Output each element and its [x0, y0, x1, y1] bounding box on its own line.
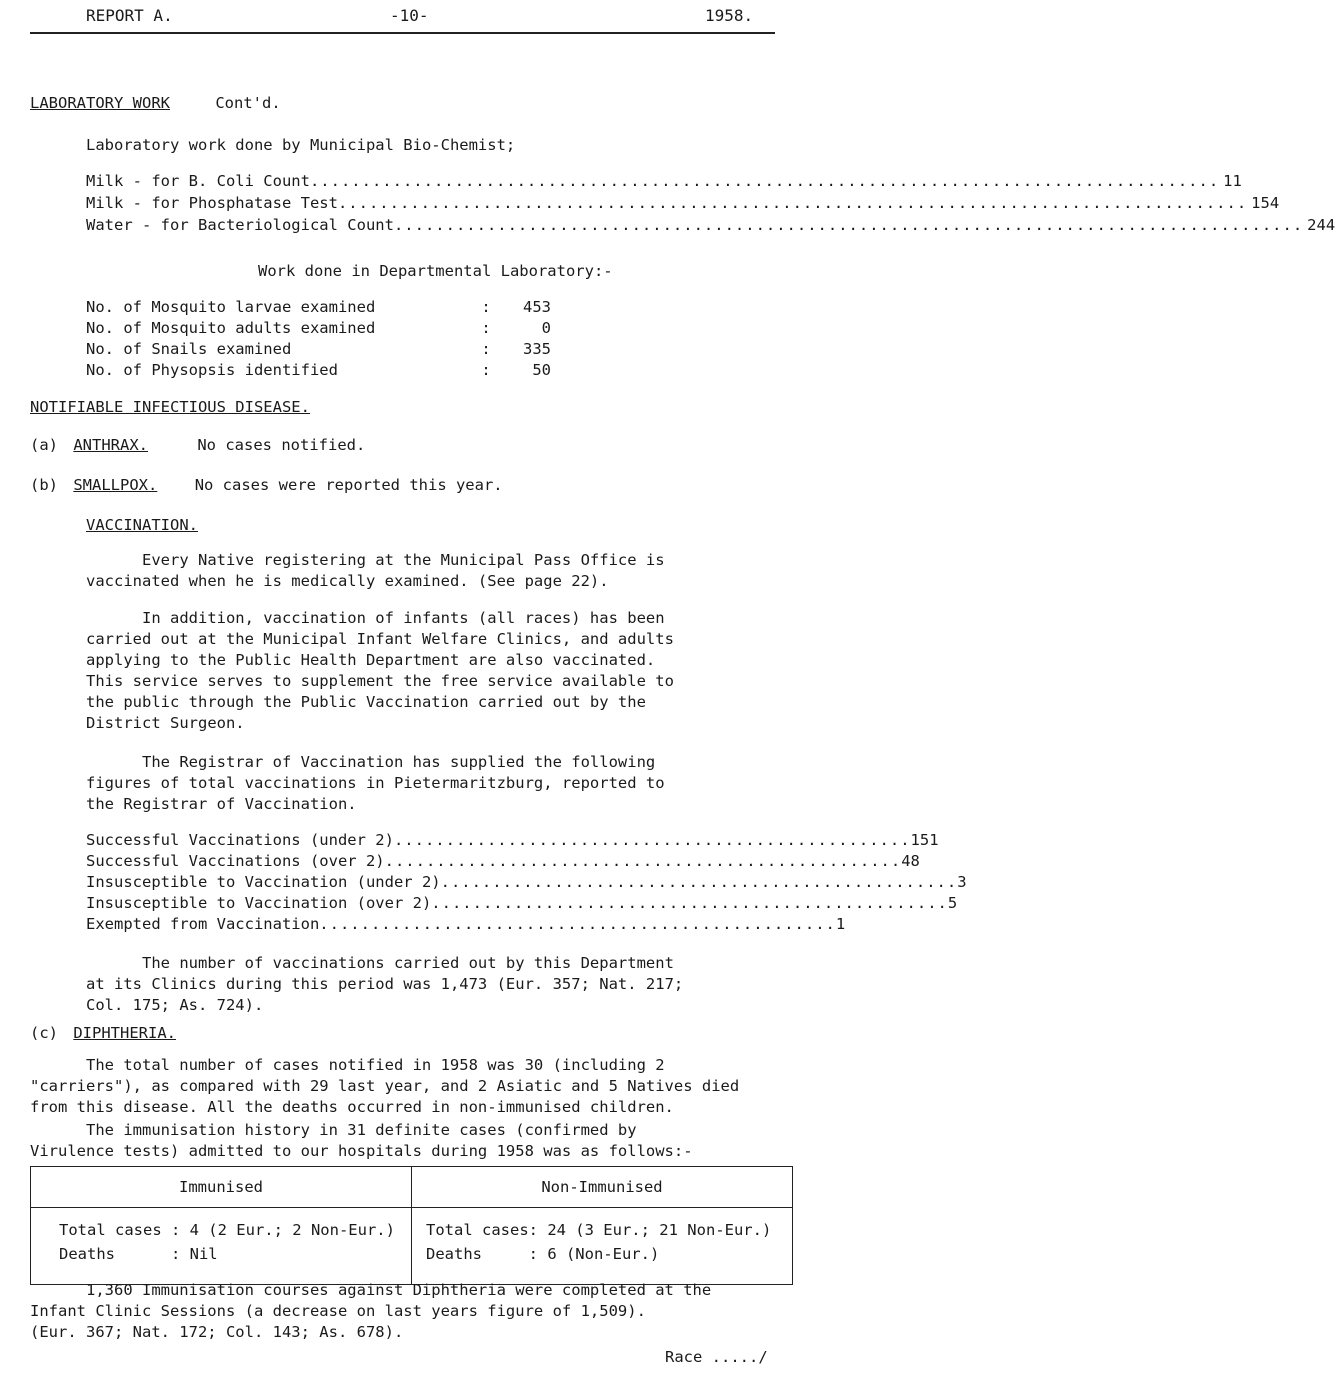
smallpox-text: No cases were reported this year.: [194, 476, 503, 494]
leader-dots: ..................................................: [393, 831, 911, 849]
non-immunised-cell: [412, 1208, 793, 1285]
dept-row-sep: :: [481, 361, 491, 379]
vaccination-row: [86, 851, 920, 872]
notifiable-heading: NOTIFIABLE INFECTIOUS DISEASE.: [30, 398, 310, 416]
dept-row-label: No. of Snails examined: [86, 340, 292, 358]
diphtheria-title: DIPHTHERIA.: [73, 1024, 176, 1042]
report-label: REPORT A.: [86, 6, 173, 25]
non-immunised-deaths: Deaths : 6 (Non-Eur.): [426, 1245, 660, 1263]
leader-dots: ........................................................................................: [393, 216, 1304, 234]
page-number: -10-: [390, 6, 429, 25]
dept-row-label: No. of Mosquito larvae examined: [86, 298, 376, 316]
dept-row: [86, 297, 551, 318]
immunisation-table: [30, 1166, 793, 1285]
diphtheria-paragraph: The immunisation history in 31 definite cases (confirmed by Virulence tests) admitted to our hospitals during 1958 was as follows:-: [30, 1121, 693, 1160]
dept-row-sep: :: [481, 340, 491, 358]
lab-intro: Laboratory work done by Municipal Bio-Chemist;: [86, 136, 516, 154]
leader-dots: ........................................................................................: [309, 172, 1220, 190]
vaccination-row-value: 151: [910, 831, 939, 849]
immunised-cell: [31, 1208, 412, 1285]
dept-row-value: 453: [523, 298, 551, 316]
smallpox-title: SMALLPOX.: [73, 476, 158, 494]
non-immunised-total: Total cases: 24 (3 Eur.; 21 Non-Eur.): [426, 1221, 772, 1239]
lab-row-value: 11: [1223, 172, 1242, 190]
lab-heading-text: LABORATORY WORK: [30, 94, 170, 112]
lab-row-label: Milk - for B. Coli Count: [86, 172, 310, 190]
vaccination-row-value: 48: [901, 852, 920, 870]
diphtheria-marker: (c): [30, 1024, 58, 1042]
vaccination-row-label: Insusceptible to Vaccination (over 2): [86, 894, 432, 912]
vaccination-row: [86, 872, 967, 893]
vaccination-paragraph: The Registrar of Vaccination has supplied the following figures of total vaccinations in Pietermaritzburg, reported to the Registrar of Vaccination.: [86, 753, 665, 813]
vaccination-row-value: 1: [835, 915, 846, 933]
leader-dots: ..................................................: [431, 894, 948, 912]
smallpox-line: [30, 474, 503, 496]
lab-contd: Cont'd.: [215, 94, 281, 112]
vaccination-heading: VACCINATION.: [86, 516, 198, 534]
dept-row: [86, 318, 551, 339]
vaccination-row-label: Exempted from Vaccination: [86, 915, 320, 933]
leader-dots: ..................................................: [384, 852, 902, 870]
immunisation-courses-paragraph: 1,360 Immunisation courses against Diphtheria were completed at the Infant Clinic Sessions (a decrease on last years figure of 1,509). (Eur. 367; Nat. 172; Col. 143; As. 678).: [30, 1281, 712, 1341]
report-year: 1958.: [705, 6, 754, 25]
non-immunised-header: Non-Immunised: [412, 1167, 793, 1208]
dept-row-label: No. of Mosquito adults examined: [86, 319, 376, 337]
lab-row-label: Water - for Bacteriological Count: [86, 216, 394, 234]
diphtheria-paragraph: The total number of cases notified in 1958 was 30 (including 2 "carriers"), as compared with 29 last year, and 2 Asiatic and 5 Natives died from this disease. All the deaths occurred in non-immunised children.: [30, 1056, 740, 1116]
vaccination-row-label: Successful Vaccinations (under 2): [86, 831, 394, 849]
dept-row-value: 0: [541, 319, 551, 337]
immunised-header: Immunised: [31, 1167, 412, 1208]
leader-dots: ........................................................................................: [337, 194, 1248, 212]
vaccination-row: [86, 830, 939, 851]
header-rule: [30, 32, 775, 34]
dept-row: [86, 360, 551, 381]
vaccination-row-label: Insusceptible to Vaccination (under 2): [86, 873, 441, 891]
dept-intro: Work done in Departmental Laboratory:-: [258, 262, 613, 280]
immunised-total: Total cases : 4 (2 Eur.; 2 Non-Eur.): [59, 1221, 395, 1239]
vaccination-row: [86, 914, 846, 935]
anthrax-title: ANTHRAX.: [73, 436, 148, 454]
lab-row-value: 244: [1307, 216, 1335, 234]
dept-row-value: 50: [532, 361, 551, 379]
vaccination-row-label: Successful Vaccinations (over 2): [86, 852, 385, 870]
dept-row: [86, 339, 551, 360]
table-header-row: [31, 1167, 793, 1208]
continued-footer: Race ...../: [665, 1348, 768, 1366]
lab-heading: [30, 92, 281, 114]
dept-row-label: No. of Physopsis identified: [86, 361, 338, 379]
immunised-deaths: Deaths : Nil: [59, 1245, 218, 1263]
table-row: [31, 1208, 793, 1285]
dept-row-sep: :: [481, 319, 491, 337]
leader-dots: ..................................................: [319, 915, 836, 933]
leader-dots: ..................................................: [440, 873, 958, 891]
diphtheria-heading: [30, 1022, 176, 1044]
vaccination-clinic-paragraph: The number of vaccinations carried out by this Department at its Clinics during this period was 1,473 (Eur. 357; Nat. 217; Col. 175; As. 724).: [86, 954, 684, 1014]
anthrax-text: No cases notified.: [197, 436, 366, 454]
vaccination-paragraph: Every Native registering at the Municipal Pass Office is vaccinated when he is medically examined. (See page 22).: [86, 551, 665, 590]
anthrax-marker: (a): [30, 436, 58, 454]
vaccination-row: [86, 893, 958, 914]
lab-row: [86, 192, 1280, 214]
lab-row: [86, 170, 1242, 192]
lab-row-label: Milk - for Phosphatase Test: [86, 194, 338, 212]
lab-row: [86, 214, 1335, 236]
vaccination-row-value: 3: [957, 873, 967, 891]
vaccination-paragraph: In addition, vaccination of infants (all races) has been carried out at the Municipal Infant Welfare Clinics, and adults applying to the Public Health Department are also vaccinated. This service serves to supplement the free service available to the public through the Public Vaccination carried out by the District Surgeon.: [86, 609, 674, 732]
anthrax-line: [30, 434, 365, 456]
smallpox-marker: (b): [30, 476, 58, 494]
dept-row-value: 335: [523, 340, 551, 358]
dept-row-sep: :: [481, 298, 491, 316]
vaccination-row-value: 5: [947, 894, 958, 912]
lab-row-value: 154: [1251, 194, 1280, 212]
